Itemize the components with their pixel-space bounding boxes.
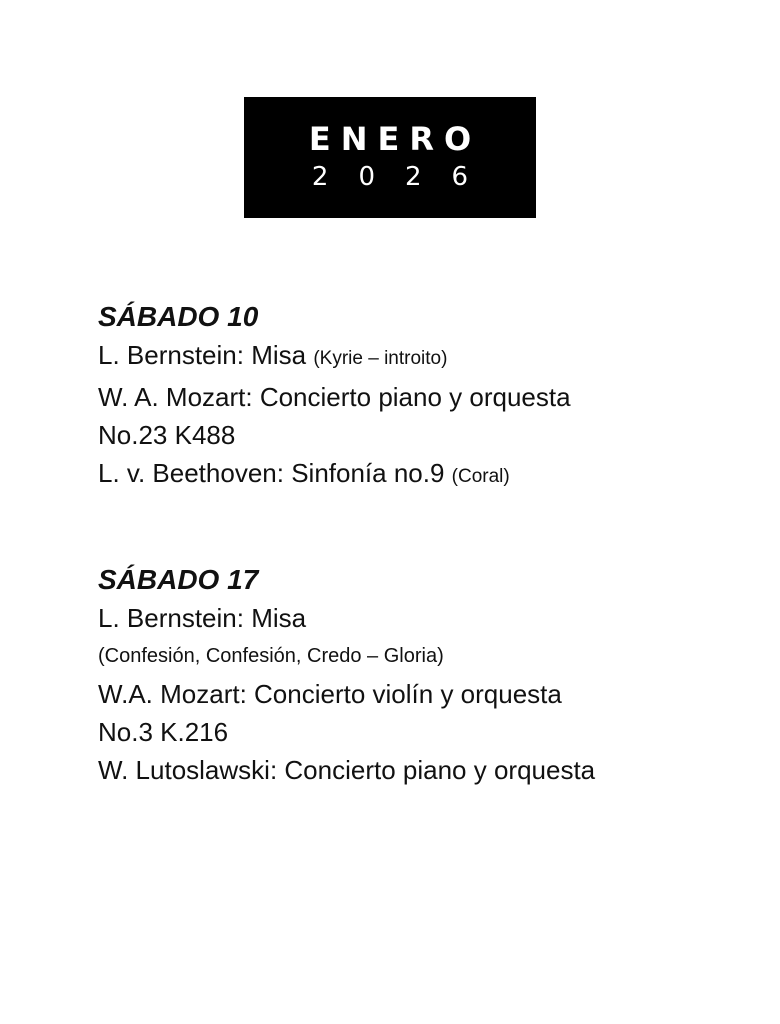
header-month: ENERO [308, 120, 482, 158]
month-header [244, 97, 536, 218]
event-title: SÁBADO 17 [98, 564, 259, 595]
program-line [98, 454, 758, 496]
program-text: No.3 K.216 [98, 717, 229, 747]
program-line [98, 416, 758, 454]
program-line [98, 751, 758, 789]
program-text: L. Bernstein: Misa [98, 340, 307, 370]
program-line [98, 336, 758, 378]
program-text: L. Bernstein: Misa [98, 603, 307, 633]
program-note: (Kyrie – introito) [313, 348, 448, 369]
program-line [98, 378, 758, 416]
header-year: 2026 [311, 162, 499, 192]
program-line [98, 713, 758, 751]
program-line [98, 675, 758, 713]
event-title: SÁBADO 10 [98, 301, 259, 332]
program-text: W. A. Mozart: Concierto piano y orquesta [98, 382, 571, 412]
program-text: W.A. Mozart: Concierto violín y orquesta [98, 679, 562, 709]
program-text: W. Lutoslawski: Concierto piano y orquesta [98, 755, 596, 785]
program-note-line [98, 637, 758, 675]
program-text: No.23 K488 [98, 420, 236, 450]
program-line [98, 599, 758, 637]
program-text: L. v. Beethoven: Sinfonía no.9 [98, 458, 445, 488]
program-note: (Confesión, Confesión, Credo – Gloria) [98, 645, 444, 667]
program-note: (Coral) [451, 466, 510, 487]
event-saturday-17 [98, 561, 758, 789]
event-saturday-10 [98, 298, 758, 496]
